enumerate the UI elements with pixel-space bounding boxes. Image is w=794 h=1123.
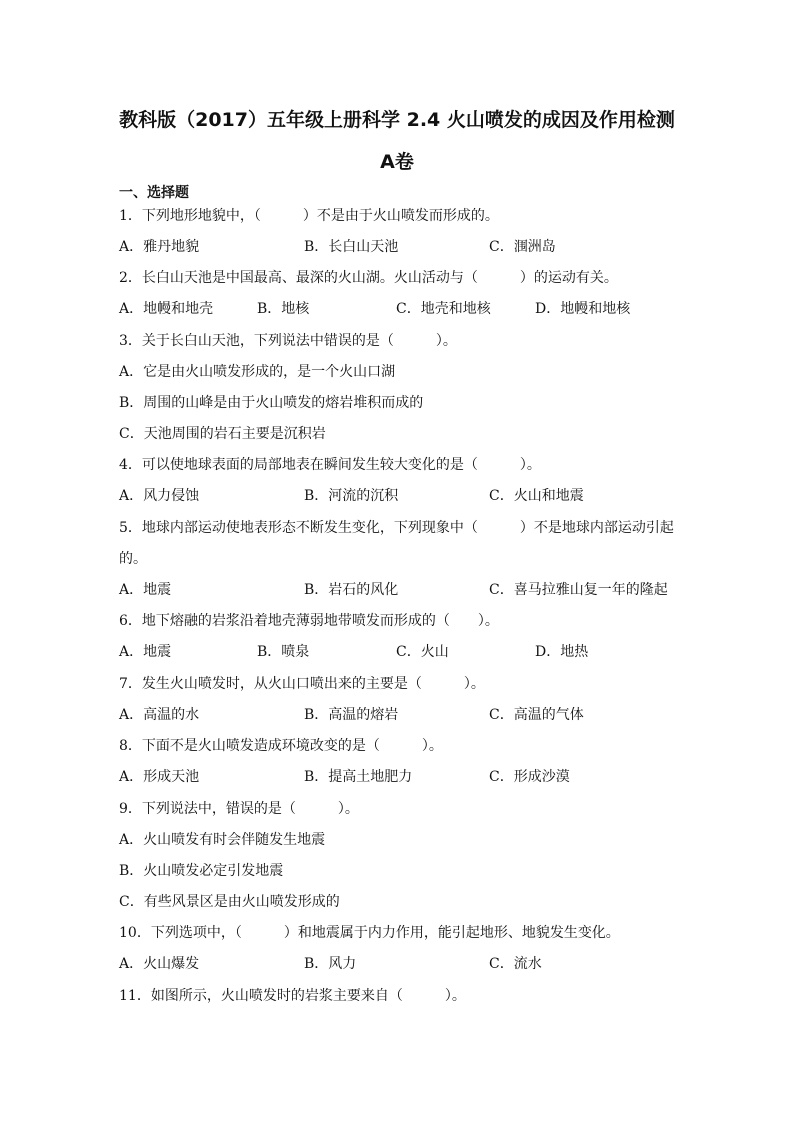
document-title-line2: A卷 (380, 151, 414, 173)
question-5-stem-continued: 的。 (119, 551, 147, 567)
section-heading-choice: 一、选择题 (119, 185, 189, 201)
q3-option-b: B．周围的山峰是由于火山喷发的熔岩堆积而成的 (119, 395, 424, 411)
q2-option-d: D．地幔和地核 (535, 301, 631, 317)
q8-option-b: B．提高土地肥力 (304, 769, 413, 785)
q4-option-a: A．风力侵蚀 (119, 488, 200, 504)
q9-option-c: C．有些风景区是由火山喷发形成的 (119, 894, 340, 910)
q10-option-a: A．火山爆发 (119, 956, 200, 972)
q6-option-b: B．喷泉 (257, 644, 310, 660)
question-7-stem: 7．发生火山喷发时，从火山口喷出来的主要是（ ）。 (119, 676, 485, 692)
q10-option-c: C．流水 (489, 956, 542, 972)
q6-option-d: D．地热 (535, 644, 589, 660)
q4-option-b: B．河流的沉积 (304, 488, 399, 504)
question-1-stem: 1．下列地形地貌中，（ ）不是由于火山喷发而形成的。 (119, 208, 499, 224)
q7-option-a: A．高温的水 (119, 707, 200, 723)
q5-option-c: C．喜马拉雅山复一年的隆起 (489, 582, 668, 598)
question-10-stem: 10．下列选项中，（ ）和地震属于内力作用，能引起地形、地貌发生变化。 (119, 925, 620, 941)
document-title: 教科版（2017）五年级上册科学 2.4 火山喷发的成因及作用检测 (119, 109, 675, 131)
q2-option-a: A．地幔和地壳 (119, 301, 214, 317)
question-3-stem: 3．关于长白山天池，下列说法中错误的是（ ）。 (119, 333, 457, 349)
q8-option-a: A．形成天池 (119, 769, 200, 785)
question-5-stem: 5．地球内部运动使地表形态不断发生变化，下列现象中（ ）不是地球内部运动引起 (119, 520, 674, 536)
q2-option-c: C．地壳和地核 (396, 301, 491, 317)
q3-option-a: A．它是由火山喷发形成的，是一个火山口湖 (119, 364, 396, 380)
q2-option-b: B．地核 (257, 301, 310, 317)
question-11-stem: 11．如图所示，火山喷发时的岩浆主要来自（ ）。 (119, 988, 466, 1004)
q9-option-b: B．火山喷发必定引发地震 (119, 863, 284, 879)
q8-option-c: C．形成沙漠 (489, 769, 570, 785)
question-9-stem: 9．下列说法中，错误的是（ ）。 (119, 801, 359, 817)
q9-option-a: A．火山喷发有时会伴随发生地震 (119, 832, 326, 848)
q3-option-c: C．天池周围的岩石主要是沉积岩 (119, 426, 326, 442)
q5-option-a: A．地震 (119, 582, 172, 598)
q7-option-c: C．高温的气体 (489, 707, 584, 723)
q1-option-a: A．雅丹地貌 (119, 239, 200, 255)
q6-option-c: C．火山 (396, 644, 449, 660)
question-6-stem: 6．地下熔融的岩浆沿着地壳薄弱地带喷发而形成的（ ）。 (119, 613, 499, 629)
question-2-stem: 2．长白山天池是中国最高、最深的火山湖。火山活动与（ ）的运动有关。 (119, 270, 618, 286)
q5-option-b: B．岩石的风化 (304, 582, 399, 598)
question-4-stem: 4．可以使地球表面的局部地表在瞬间发生较大变化的是（ ）。 (119, 457, 541, 473)
question-8-stem: 8．下面不是火山喷发造成环境改变的是（ ）。 (119, 738, 443, 754)
q7-option-b: B．高温的熔岩 (304, 707, 399, 723)
q1-option-c: C．涠洲岛 (489, 239, 556, 255)
q6-option-a: A．地震 (119, 644, 172, 660)
q4-option-c: C．火山和地震 (489, 488, 584, 504)
q10-option-b: B．风力 (304, 956, 357, 972)
q1-option-b: B．长白山天池 (304, 239, 399, 255)
